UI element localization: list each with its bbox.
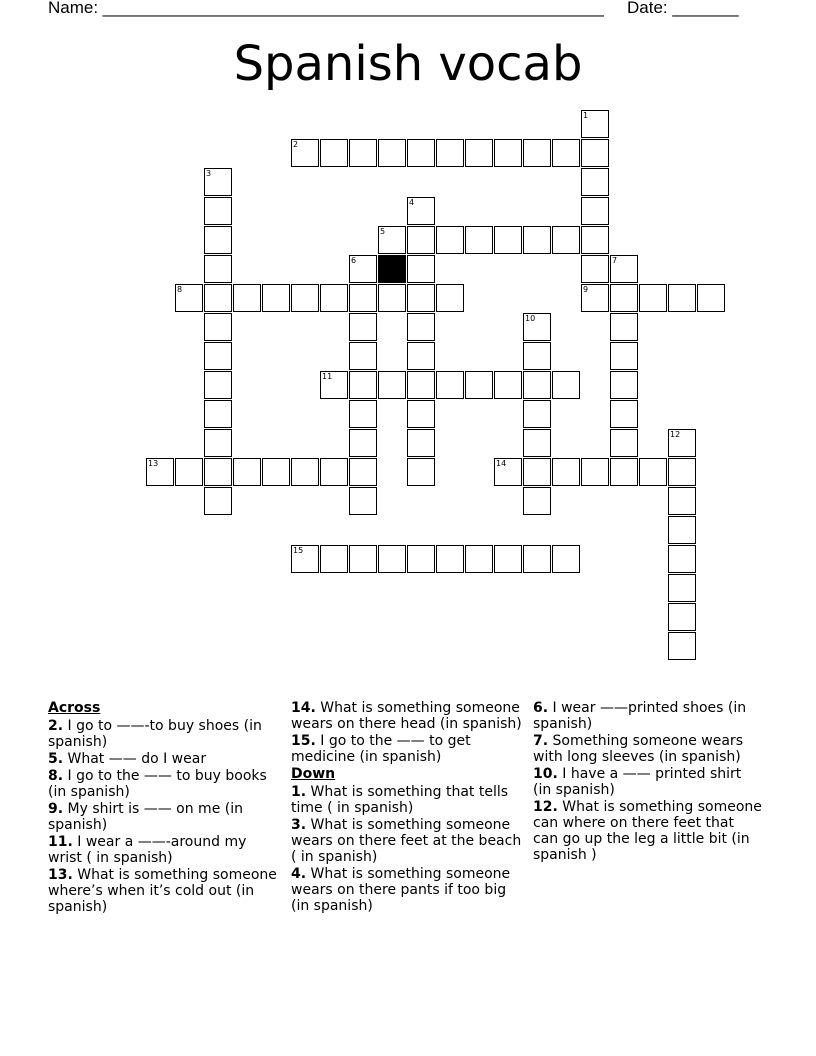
header [0, 0, 816, 24]
grid-cell[interactable] [639, 284, 667, 312]
clue-number-label: 7 [612, 256, 618, 265]
clue-number-label: 4 [409, 198, 415, 207]
grid-cell[interactable] [465, 226, 493, 254]
grid-cell[interactable] [204, 255, 232, 283]
clue-item [48, 751, 284, 767]
grid-cell[interactable] [378, 545, 406, 573]
grid-cell[interactable] [407, 284, 435, 312]
grid-cell[interactable] [610, 284, 638, 312]
down-heading: Down [291, 766, 336, 782]
clue-item [533, 733, 763, 765]
grid-cell[interactable] [320, 545, 348, 573]
grid-cell[interactable] [349, 429, 377, 457]
grid-cell[interactable] [349, 400, 377, 428]
grid-cell[interactable] [407, 545, 435, 573]
grid-cell[interactable] [523, 139, 551, 167]
clue-number: 6. [533, 700, 549, 716]
grid-cell[interactable] [436, 284, 464, 312]
grid-cell[interactable] [523, 371, 551, 399]
grid-cell[interactable] [494, 139, 522, 167]
clue-text: Something someone wears with long sleeves (in spanish) [533, 733, 743, 765]
grid-cell[interactable] [407, 255, 435, 283]
grid-cell[interactable] [552, 139, 580, 167]
clue-number: 2. [48, 718, 64, 734]
date-field-label[interactable]: Date: _______ [627, 0, 739, 17]
grid-cell[interactable] [581, 197, 609, 225]
clue-number-label: 11 [322, 372, 333, 381]
grid-cell[interactable] [349, 458, 377, 486]
clue-number: 8. [48, 768, 64, 784]
page-title: Spanish vocab [233, 36, 583, 92]
clue-number: 4. [291, 866, 307, 882]
grid-cell[interactable] [204, 197, 232, 225]
grid-cell[interactable] [581, 255, 609, 283]
grid-cell[interactable] [523, 400, 551, 428]
grid-cell[interactable] [204, 342, 232, 370]
clue-text: I go to ——-to buy shoes (in spanish) [48, 718, 262, 750]
clue-item [48, 801, 284, 833]
grid-cell[interactable] [175, 458, 203, 486]
clue-number: 12. [533, 799, 558, 815]
clue-number-label: 2 [293, 140, 299, 149]
grid-cell[interactable] [668, 284, 696, 312]
clue-text: What is something someone wears on there head (in spanish) [291, 700, 522, 732]
clue-text: What is something that tells time ( in spanish) [291, 784, 509, 816]
grid-cell[interactable] [697, 284, 725, 312]
grid-cell[interactable] [610, 400, 638, 428]
name-field-label[interactable]: Name: _____________________________________________________ [48, 0, 604, 17]
clue-item [533, 700, 763, 732]
clue-number-label: 13 [148, 459, 159, 468]
grid-cell[interactable] [204, 458, 232, 486]
clue-item [533, 799, 763, 863]
grid-cell[interactable] [407, 313, 435, 341]
grid-cell[interactable] [523, 226, 551, 254]
clue-number: 1. [291, 784, 307, 800]
grid-cell[interactable] [552, 545, 580, 573]
clue-item [48, 768, 284, 800]
grid-cell[interactable] [291, 458, 319, 486]
black-cell [378, 255, 406, 283]
grid-cell[interactable] [581, 168, 609, 196]
clue-text: I have a —— printed shirt (in spanish) [533, 766, 742, 798]
clue-number-label: 12 [670, 430, 681, 439]
grid-cell[interactable] [262, 458, 290, 486]
clue-text: I go to the —— to buy books (in spanish) [48, 768, 267, 800]
grid-cell[interactable] [204, 226, 232, 254]
clue-number-label: 6 [351, 256, 357, 265]
grid-cell[interactable] [465, 545, 493, 573]
clue-number-label: 3 [206, 169, 212, 178]
grid-cell[interactable] [610, 313, 638, 341]
grid-cell[interactable] [436, 139, 464, 167]
clue-number-label: 10 [525, 314, 536, 323]
grid-cell[interactable] [668, 545, 696, 573]
clue-text: What —— do I wear [67, 751, 207, 767]
clue-number: 10. [533, 766, 558, 782]
grid-cell[interactable] [668, 603, 696, 631]
grid-cell[interactable] [320, 458, 348, 486]
grid-cell[interactable] [349, 342, 377, 370]
grid-cell[interactable] [465, 139, 493, 167]
grid-cell[interactable] [233, 458, 261, 486]
grid-cell[interactable] [349, 139, 377, 167]
grid-cell[interactable] [610, 458, 638, 486]
across-heading: Across [48, 700, 101, 716]
grid-cell[interactable] [349, 371, 377, 399]
clue-number: 9. [48, 801, 64, 817]
grid-cell[interactable] [552, 226, 580, 254]
grid-cell[interactable] [668, 574, 696, 602]
clue-item [48, 867, 284, 915]
grid-cell[interactable] [610, 342, 638, 370]
grid-cell[interactable] [494, 371, 522, 399]
clue-column-2 [291, 700, 527, 915]
clue-column-1 [48, 700, 284, 916]
grid-cell[interactable] [581, 226, 609, 254]
grid-cell[interactable] [262, 284, 290, 312]
clue-text: I wear ——printed shoes (in spanish) [533, 700, 747, 732]
clue-text: I wear a ——-around my wrist ( in spanish) [48, 834, 247, 866]
grid-cell[interactable] [349, 545, 377, 573]
grid-cell[interactable] [523, 545, 551, 573]
clue-number-label: 14 [496, 459, 507, 468]
grid-cell[interactable] [523, 458, 551, 486]
grid-cell[interactable] [378, 371, 406, 399]
grid-cell[interactable] [668, 487, 696, 515]
clue-column-3 [533, 700, 763, 864]
grid-cell[interactable] [407, 371, 435, 399]
grid-cell[interactable] [378, 284, 406, 312]
clue-item [291, 733, 527, 765]
clue-item [533, 766, 763, 798]
grid-cell[interactable] [523, 342, 551, 370]
grid-cell[interactable] [204, 487, 232, 515]
grid-cell[interactable] [204, 313, 232, 341]
grid-cell[interactable] [552, 371, 580, 399]
clue-number-label: 1 [583, 111, 589, 120]
clue-number-label: 15 [293, 546, 304, 555]
grid-cell[interactable] [523, 429, 551, 457]
clue-number: 11. [48, 834, 73, 850]
grid-cell[interactable] [349, 284, 377, 312]
grid-cell[interactable] [610, 429, 638, 457]
grid-cell[interactable] [349, 487, 377, 515]
clue-item [291, 700, 527, 732]
grid-cell[interactable] [204, 400, 232, 428]
grid-cell[interactable] [668, 516, 696, 544]
grid-cell[interactable] [436, 226, 464, 254]
clue-text: What is something someone can where on there feet that can go up the leg a little bit (in spanish ) [533, 799, 762, 863]
clue-number: 3. [291, 817, 307, 833]
clue-text: My shirt is —— on me (in spanish) [48, 801, 243, 833]
clue-text: What is something someone wears on there feet at the beach ( in spanish) [291, 817, 522, 865]
grid-cell[interactable] [233, 284, 261, 312]
grid-cell[interactable] [581, 458, 609, 486]
clue-number: 7. [533, 733, 549, 749]
clue-number-label: 5 [380, 227, 386, 236]
clue-text: What is something someone where’s when it’s cold out (in spanish) [48, 867, 277, 915]
clue-number: 15. [291, 733, 316, 749]
grid-cell[interactable] [320, 139, 348, 167]
grid-cell[interactable] [523, 487, 551, 515]
clue-item [291, 866, 527, 914]
clue-text: I go to the —— to get medicine (in spanish) [291, 733, 471, 765]
grid-cell[interactable] [407, 226, 435, 254]
grid-cell[interactable] [407, 429, 435, 457]
grid-cell[interactable] [494, 545, 522, 573]
grid-cell[interactable] [320, 284, 348, 312]
grid-cell[interactable] [204, 284, 232, 312]
grid-cell[interactable] [668, 632, 696, 660]
grid-cell[interactable] [204, 371, 232, 399]
grid-cell[interactable] [291, 284, 319, 312]
clue-item [48, 718, 284, 750]
grid-cell[interactable] [436, 371, 464, 399]
grid-cell[interactable] [581, 139, 609, 167]
clue-item [48, 834, 284, 866]
grid-cell[interactable] [465, 371, 493, 399]
grid-cell[interactable] [204, 429, 232, 457]
clue-number: 5. [48, 751, 64, 767]
grid-cell[interactable] [407, 139, 435, 167]
clue-number-label: 8 [177, 285, 183, 294]
clue-number: 13. [48, 867, 73, 883]
grid-cell[interactable] [349, 313, 377, 341]
grid-cell[interactable] [407, 458, 435, 486]
grid-cell[interactable] [407, 342, 435, 370]
grid-cell[interactable] [494, 226, 522, 254]
clue-number: 14. [291, 700, 316, 716]
clue-text: What is something someone wears on there pants if too big (in spanish) [291, 866, 511, 914]
clue-item [291, 784, 527, 816]
grid-cell[interactable] [668, 458, 696, 486]
grid-cell[interactable] [407, 400, 435, 428]
grid-cell[interactable] [436, 545, 464, 573]
clue-number-label: 9 [583, 285, 589, 294]
grid-cell[interactable] [639, 458, 667, 486]
clue-item [291, 817, 527, 865]
grid-cell[interactable] [552, 458, 580, 486]
grid-cell[interactable] [378, 139, 406, 167]
grid-cell[interactable] [610, 371, 638, 399]
